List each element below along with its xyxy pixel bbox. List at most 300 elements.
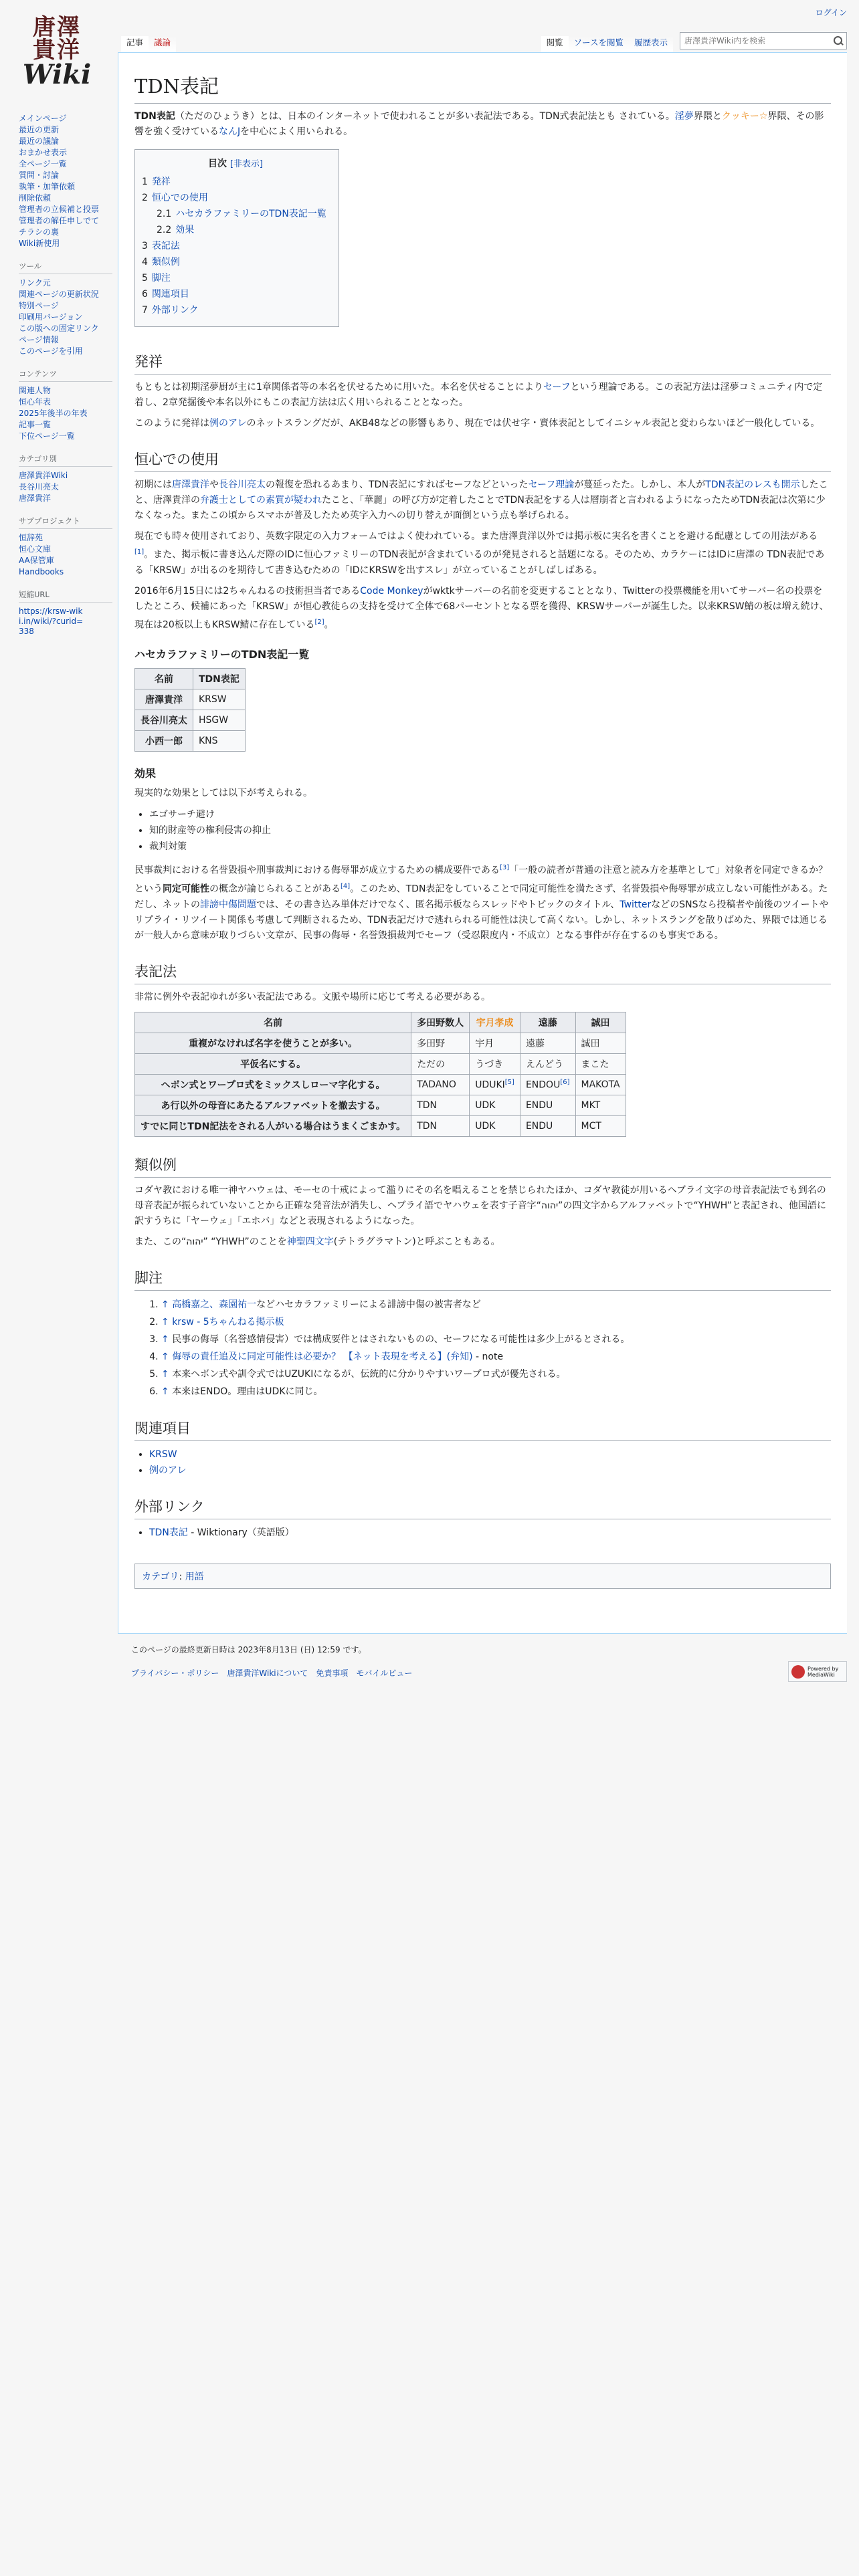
- toc-link[interactable]: [157, 209, 326, 219]
- link-tdn-disclosure[interactable]: TDN表記のレスも開示: [705, 479, 800, 490]
- subsection-effect-heading: 効果: [134, 767, 157, 780]
- text: このように発祥は: [134, 418, 209, 429]
- table-row: [135, 731, 246, 752]
- list-item: [19, 482, 118, 492]
- section-similar-heading: 類似例: [134, 1154, 831, 1178]
- tab-view-source[interactable]: ソースを閲覧: [569, 36, 629, 52]
- notation-value: 宇月: [475, 1038, 494, 1049]
- list-item: [19, 533, 118, 543]
- notation-value-cell: [411, 1053, 470, 1074]
- text: が蔓延ったた。しかし、本人が: [574, 479, 706, 490]
- notation-rule-cell: あ行以外の母音にあたるアルファベットを撤去する。: [135, 1095, 411, 1115]
- notation-value-cell: [470, 1053, 520, 1074]
- origin-paragraph-1: [134, 380, 831, 411]
- notation-rule-cell: ヘボン式とワープロ式をミックスしローマ字化する。: [135, 1074, 411, 1095]
- intro-text: 界隈と: [693, 111, 722, 122]
- table-row: [135, 689, 246, 710]
- sidebar-nav-item[interactable]: 最近の更新: [19, 125, 60, 134]
- toc-toggle[interactable]: [非表示]: [229, 159, 264, 169]
- sidebar-sister-item[interactable]: 恒心文庫: [19, 544, 52, 554]
- text: のネットスラングだが、AKB48などの影響もあり、現在では伏せ字・實体表記としてイニシャル表記と変わらないほど一般化している。: [246, 418, 820, 429]
- ref-source-link[interactable]: 高橋嘉之、森園祐一: [172, 1299, 257, 1310]
- toc-label: 発祥: [151, 177, 171, 187]
- list-item: [19, 431, 118, 441]
- toc-link[interactable]: [142, 241, 180, 251]
- list-item: [19, 148, 118, 158]
- footer-link[interactable]: モバイルビュー: [356, 1669, 413, 1678]
- notation-value: TDN: [417, 1099, 437, 1111]
- text: たこと、「華麗」の呼び方が定着したことでTDN表記をする人は層崩者と言われるようになったためTDN表記は次第に少なくなった。またこの頃からスマホが普及したため英字入力への切り替えが面倒という点も挙げられる。: [134, 495, 826, 521]
- list-item: [19, 239, 118, 249]
- notation-value-cell: [411, 1095, 470, 1115]
- link-rei-no-are[interactable]: 例のアレ: [209, 418, 247, 429]
- notation-value-cell: [470, 1095, 520, 1115]
- toc-label: 表記法: [151, 241, 180, 251]
- intro-text: （ただのひょうき）とは、日本のインターネットで使われることが多い表記法である。TDN式表記法とも されている。: [175, 111, 675, 122]
- link-lawyer-quality[interactable]: 弁護士としての素質が疑われ: [200, 495, 322, 506]
- site-logo[interactable]: [17, 5, 97, 99]
- sidebar-content-item[interactable]: 記事一覧: [19, 420, 52, 429]
- toc-number: 5: [142, 273, 148, 284]
- notation-col-header: 多田野数人: [411, 1012, 470, 1033]
- toc-number: 6: [142, 289, 148, 300]
- toc-item[interactable]: [142, 286, 329, 302]
- effect-intro: 現実的な効果としては以下が考えられる。: [134, 788, 312, 799]
- list-item: [19, 324, 118, 334]
- sidebar: [0, 114, 118, 649]
- similar-paragraph-1: コダヤ教における唯一神ヤハウェは、モーセの十戒によって濫りにその名を唱えることを禁じられたほか、コダヤ教徒が用いるヘブライ文字の母音表記法でも到名の母音表記が振られていないことから正確な発音法が消失し、ヘブライ語でヤハウェを表す子音字“יהוה”の四文字からアルファベットで“YHWH”と表記され、他国語に訳すうちに「ヤーウェ」「エホバ」などと表現されるようになった。: [134, 1184, 826, 1226]
- table-row: [135, 1095, 626, 1115]
- notation-value-cell: [411, 1033, 470, 1053]
- reference-item: [161, 1331, 831, 1348]
- sidebar-category-item[interactable]: 唐澤貴洋: [19, 494, 52, 503]
- intro-paragraph: [134, 109, 831, 140]
- toc-item[interactable]: [142, 270, 329, 286]
- notation-value: ENDU: [525, 1120, 553, 1132]
- toc-item[interactable]: [142, 190, 329, 206]
- text: 初期には: [134, 479, 172, 490]
- toc-label: 関連項目: [151, 289, 189, 300]
- notation-value-cell: [520, 1074, 575, 1095]
- ref-sup: [560, 1079, 569, 1086]
- notation-value: MCT: [581, 1120, 601, 1132]
- list-item: [19, 193, 118, 203]
- ref-text: などハセカラファミリーによる誹謗中傷の被害者など: [256, 1299, 481, 1310]
- notation-rule-cell: すでに同じTDN記法をされる人がいる場合はうまくごまかす。: [135, 1115, 411, 1136]
- text: 。: [324, 619, 334, 631]
- notation-value: うづき: [475, 1059, 504, 1070]
- family-name-cell: 長谷川亮太: [135, 710, 193, 731]
- sidebar-tools-title: ツール: [19, 261, 112, 274]
- notation-value: UDK: [475, 1099, 496, 1111]
- family-name-cell: 唐澤貴洋: [135, 689, 193, 710]
- tab-history[interactable]: 履歴表示: [629, 36, 673, 52]
- category-links: [134, 1564, 831, 1589]
- text: 「一般の読者が普通の注意と読み方を基準として」対象者を同定できるか？という: [134, 865, 828, 895]
- reference-item: [161, 1313, 831, 1331]
- list-item: [19, 346, 118, 356]
- sidebar-tool-item[interactable]: この版への固定リンク: [19, 324, 99, 333]
- link-safe-theory[interactable]: セーフ理論: [528, 479, 575, 490]
- personal-tools: [816, 7, 847, 18]
- sidebar-sister-item[interactable]: AA保管庫: [19, 556, 54, 565]
- family-name-cell: 小西一郎: [135, 731, 193, 752]
- notation-value-cell: [520, 1033, 575, 1053]
- tab-read[interactable]: 閲覧: [541, 36, 569, 52]
- notation-value-cell: [520, 1095, 575, 1115]
- family-tdn-cell: KNS: [193, 731, 246, 752]
- ref-source-link[interactable]: krsw - 5ちゃんねる掲示板: [172, 1316, 284, 1327]
- link-cookie[interactable]: クッキー☆: [721, 111, 768, 122]
- ref-link[interactable]: [6]: [560, 1078, 570, 1086]
- footer-link[interactable]: 免責事項: [316, 1669, 349, 1678]
- sidebar-category-item[interactable]: 唐澤貴洋Wiki: [19, 471, 68, 480]
- sidebar-tool-item[interactable]: リンク元: [19, 278, 51, 288]
- section-notes-heading: 脚注: [134, 1267, 831, 1291]
- text: 。このため、TDN表記をしていることで同定可能性を満たさず、名誉毀損や侮辱罪が成立しない可能性がある。ただし、ネットの: [134, 883, 828, 910]
- text: や: [209, 479, 219, 490]
- sidebar-nav-item[interactable]: 管理者の立候補と投票: [19, 205, 100, 214]
- toc-label: 効果: [175, 225, 195, 235]
- text: 現在でも時々使用されており、英数字限定の入力フォームではよく使われている。また唐澤貴洋以外では掲示板に実名を書くことを避ける配慮としての用法がある: [134, 531, 818, 542]
- effect-paragraph: [134, 860, 831, 943]
- notation-col-header: 遠藤: [520, 1012, 575, 1033]
- ref-text: 民事の侮辱（名誉感情侵害）では構成要件とはされないものの、セーフになる可能性は多少上がるとされる。: [172, 1333, 630, 1345]
- tab-talk[interactable]: 議論: [149, 36, 176, 52]
- list-item: [19, 114, 118, 124]
- sidebar-nav-list: [19, 114, 118, 249]
- table-of-contents: [134, 149, 339, 327]
- toc-number: 1: [142, 177, 148, 187]
- link-tetragrammaton[interactable]: 神聖四文字: [286, 1236, 334, 1247]
- sidebar-content-list: [19, 386, 118, 441]
- sidebar-category-item[interactable]: 長谷川亮太: [19, 482, 60, 492]
- notation-value: ENDU: [525, 1099, 553, 1111]
- text: の概念が論じられることがある: [209, 883, 341, 895]
- short-url-link[interactable]: https://krsw-wiki.in/wiki/?curid=338: [19, 607, 84, 636]
- toc-number: 3: [142, 241, 148, 251]
- text: - Wiktionary（英語版）: [187, 1527, 294, 1538]
- toc-link[interactable]: [142, 289, 189, 300]
- toc-link[interactable]: [142, 257, 180, 267]
- sidebar-nav-item[interactable]: メインページ: [19, 114, 67, 123]
- reference-item: [161, 1348, 831, 1366]
- powered-text: Powered by MediaWiki: [807, 1665, 839, 1678]
- sidebar-tool-item[interactable]: このページを引用: [19, 346, 83, 356]
- sidebar-nav-item[interactable]: 執筆・加筆依頼: [19, 182, 76, 191]
- sidebar-tools-list: [19, 278, 118, 356]
- sidebar-content-item[interactable]: 関連人物: [19, 386, 52, 395]
- notation-value-cell: [520, 1053, 575, 1074]
- sidebar-content-title: コンテンツ: [19, 368, 112, 382]
- link-inmu[interactable]: 淫夢: [674, 111, 694, 122]
- text: の報復を恐れるあまり、TDN表記にすればセーフなどといった: [266, 479, 529, 490]
- link-wiktionary[interactable]: TDN表記: [149, 1527, 188, 1538]
- sidebar-nav-item[interactable]: 全ページ一覧: [19, 159, 67, 169]
- list-item: [19, 205, 118, 215]
- list-item: • エゴサーチ避け: [149, 807, 831, 823]
- toc-label: 恒心での使用: [151, 193, 208, 203]
- section-notation-heading: 表記法: [134, 961, 831, 984]
- ref-text: 本来ヘボン式や訓令式ではUZUKIになるが、伝統的に分かりやすいワープロ式が優先される。: [172, 1368, 566, 1380]
- link-hasegawa[interactable]: 長谷川亮太: [219, 479, 266, 490]
- text: :: [179, 1571, 185, 1582]
- namespace-tabs: [121, 35, 176, 52]
- family-col-name: 名前: [135, 669, 193, 689]
- list-item: [19, 335, 118, 345]
- notation-value: UDUKI: [475, 1079, 505, 1091]
- list-item: [19, 159, 118, 169]
- text: 民事裁判における名誉毀損や刑事裁判における侮辱罪が成立するための構成要件である: [134, 865, 500, 876]
- toc-heading: 目次: [207, 158, 227, 169]
- ref-backlink[interactable]: ↑: [161, 1316, 173, 1327]
- toc-link[interactable]: [142, 193, 208, 203]
- toc-link[interactable]: [142, 273, 171, 284]
- notation-rule-cell: 重複がなければ名字を使うことが多い。: [135, 1033, 411, 1053]
- sidebar-content-item[interactable]: 恒心年表: [19, 397, 52, 407]
- reference-item: [161, 1366, 831, 1383]
- external-list: [134, 1525, 831, 1541]
- page-title: TDN表記: [134, 72, 831, 104]
- list-item: [19, 278, 118, 288]
- link-twitter[interactable]: Twitter: [619, 899, 652, 910]
- sidebar-shorturl: [19, 589, 118, 637]
- toc-item[interactable]: [142, 254, 329, 270]
- list-item: [19, 567, 118, 577]
- link-safe[interactable]: セーフ: [543, 382, 571, 393]
- notation-value-cell: [575, 1033, 626, 1053]
- list-item: [19, 494, 118, 504]
- notation-col-header: 名前: [135, 1012, 411, 1033]
- notation-value-cell: [575, 1115, 626, 1136]
- category-label[interactable]: カテゴリ: [142, 1571, 179, 1582]
- notation-value: MKT: [581, 1099, 601, 1111]
- mediawiki-icon: [791, 1665, 805, 1679]
- bold-term: 同定可能性: [163, 883, 209, 895]
- sidebar-sister-item[interactable]: Handbooks: [19, 567, 64, 576]
- sidebar-tool-item[interactable]: ページ情報: [19, 335, 59, 344]
- list-item: [149, 1446, 831, 1463]
- toc-label: 脚注: [151, 273, 171, 284]
- sidebar-sister-item[interactable]: 恒辞苑: [19, 533, 43, 542]
- login-link[interactable]: ログイン: [815, 8, 847, 17]
- sidebar-tool-item[interactable]: 印刷用バージョン: [19, 312, 83, 322]
- toc-number: 2: [142, 193, 148, 203]
- ref-backlink[interactable]: ↑: [161, 1351, 173, 1362]
- table-row: [135, 1053, 626, 1074]
- subsection-family-heading: ハセカラファミリーのTDN表記一覧: [134, 648, 310, 661]
- text: という理論である。この表記方法は淫夢コミュニティ内で定着し、2章発掘後や本名以外にもこの表記方法は広く用いられることとなった。: [134, 382, 823, 408]
- main-content: [118, 52, 847, 1634]
- text: 。また、掲示板に書き込んだ際のIDに恒心ファミリーのTDN表記が含まれているのが発見されると話題になる。そのため、カラケーにはIDに唐澤の TDN表記である「KRSW」が出るのを期待して書き込むための「IDにKRSWを出すスレ」が立っていることがしばしばある。: [134, 549, 825, 576]
- toc-label: ハセカラファミリーのTDN表記一覧: [175, 209, 326, 219]
- sidebar-content-item[interactable]: 下位ページ一覧: [19, 431, 75, 441]
- notation-value: まこた: [581, 1059, 609, 1070]
- logo-line-2: 貴洋: [33, 37, 81, 64]
- notation-rule-cell: 平仮名にする。: [135, 1053, 411, 1074]
- toc-number: 7: [142, 305, 148, 316]
- sidebar-nav-item[interactable]: おまかせ表示: [19, 148, 68, 157]
- logo-line-3: Wiki: [22, 59, 92, 90]
- search-box: [680, 32, 847, 49]
- text: (テトラグラマトン)と呼ぶこともある。: [333, 1236, 500, 1247]
- sidebar-nav-item[interactable]: 質問・討論: [19, 171, 60, 180]
- list-item: [19, 171, 118, 181]
- sidebar-tools: [19, 261, 118, 356]
- ref-text: - note: [472, 1351, 504, 1362]
- toc-link[interactable]: [142, 305, 199, 316]
- ref-backlink[interactable]: ↑: [161, 1368, 173, 1380]
- list-item: [19, 216, 118, 226]
- toc-number: 4: [142, 257, 148, 267]
- ref-source-link[interactable]: 侮辱の責任追及に同定可能性は必要か？ 【ネット表現を考える】(弁知): [172, 1351, 473, 1362]
- toc-item[interactable]: [142, 174, 329, 190]
- notation-table: [134, 1012, 626, 1137]
- toc-number: 2.2: [157, 225, 172, 235]
- sidebar-category-list: [19, 471, 118, 504]
- search-input[interactable]: [683, 35, 832, 46]
- ref-backlink[interactable]: ↑: [161, 1299, 173, 1310]
- list-item: • 知的財産等の権利侵害の抑止: [149, 823, 831, 839]
- footer-link[interactable]: プライバシー・ポリシー: [131, 1669, 219, 1678]
- list-item: [19, 290, 118, 300]
- list-item: [19, 471, 118, 481]
- footer-link[interactable]: 唐澤貴洋Wikiについて: [227, 1669, 308, 1678]
- list-item: [19, 301, 118, 311]
- text: がwktkサーバーの名前を変更することとなり、Twitterの投票機能を用いてサーバー名の投票をしたところ、候補にあった「KRSW」が恒心教徒らの支持を受けて全体で68パーセントとなる票を獲得、KRSWサーバーが誕生した。以来KRSW鯖の板は増え続け、現在は20板以上もKRSW鯖に存在している: [134, 585, 829, 631]
- sidebar-nav-item[interactable]: Wiki新使用: [19, 239, 60, 248]
- sidebar-nav-item[interactable]: 最近の議論: [19, 136, 60, 146]
- origin-paragraph-2: [134, 416, 831, 431]
- notation-value: UDK: [475, 1120, 496, 1132]
- usage-paragraph-3: [134, 584, 831, 633]
- sidebar-nav-item[interactable]: 管理者の解任申しでて: [19, 216, 100, 225]
- notation-value: ENDOU: [525, 1079, 561, 1091]
- family-table: [134, 668, 246, 752]
- sidebar-tool-item[interactable]: 関連ページの更新状況: [19, 290, 99, 299]
- list-item: [19, 420, 118, 430]
- ref-text: 本来はENDO。理由はUDKに同じ。: [172, 1386, 323, 1397]
- similar-paragraph-2: [134, 1235, 831, 1250]
- notation-value-cell: [470, 1074, 520, 1095]
- notation-value-cell: [575, 1074, 626, 1095]
- text: また、この“יהוה” “YHWH”のことを: [134, 1236, 287, 1247]
- notation-value: 多田野: [417, 1038, 446, 1049]
- sidebar-category: [19, 453, 118, 504]
- list-item: [19, 397, 118, 407]
- toc-list: [142, 174, 329, 318]
- ref-2[interactable]: [2]: [314, 618, 324, 626]
- reference-item: [161, 1383, 831, 1400]
- notation-col-header: [470, 1012, 520, 1033]
- notation-col-header: 誠田: [575, 1012, 626, 1033]
- notation-value-cell: [411, 1074, 470, 1095]
- powered-by-mediawiki[interactable]: [788, 1661, 847, 1682]
- view-tabs: [541, 29, 847, 52]
- family-tdn-cell: KRSW: [193, 689, 246, 710]
- text: では、その書き込み単体だけでなく、匿名掲示板ならスレッドやトピックのタイトル、: [256, 899, 620, 910]
- intro-text: を中心によく用いられる。: [240, 126, 353, 137]
- list-item: [19, 556, 118, 566]
- related-list: [134, 1446, 831, 1479]
- link-defamation-problem[interactable]: 誹謗中傷問題: [200, 899, 256, 910]
- toc-link[interactable]: [142, 177, 171, 187]
- text: したこと、唐澤貴洋の: [134, 479, 828, 506]
- usage-paragraph-1: [134, 477, 831, 524]
- notation-value: ただの: [417, 1059, 446, 1070]
- logo-line-1: 唐澤: [33, 14, 81, 41]
- sidebar-tool-item[interactable]: 特別ページ: [19, 301, 59, 310]
- notation-intro: 非常に例外や表記ゆれが多い表記法である。文脈や場所に応じて考える必要がある。: [134, 991, 490, 1002]
- family-tdn-cell: HSGW: [193, 710, 246, 731]
- toc-item[interactable]: [142, 302, 329, 318]
- text: などのSNSなら投稿者や前後のツイートやリプライ・リツイート関係も考慮して判断されるため、TDN表記だけで逃れられる可能性は決して高くない。しかし、ネットスラングを散りばめた、界隈では通じるが一般人から意味が取りづらい文章が、民事の侮辱・名誉毀損裁判でセーフ（受忍限度内・不成立）となる事件が存在するのも事実である。: [134, 899, 829, 941]
- sidebar-category-title: カテゴリ別: [19, 453, 112, 467]
- ref-sup: [505, 1079, 514, 1086]
- ref-1[interactable]: [1]: [134, 548, 145, 556]
- search-icon[interactable]: [832, 35, 844, 47]
- category-yougo[interactable]: 用語: [185, 1571, 204, 1582]
- ref-backlink[interactable]: ↑: [161, 1333, 173, 1345]
- link-karasawa[interactable]: 唐澤貴洋: [172, 479, 209, 490]
- notation-value: TDN: [417, 1120, 437, 1132]
- notation-value-cell: [470, 1115, 520, 1136]
- table-row: [135, 710, 246, 731]
- ref-backlink[interactable]: ↑: [161, 1386, 173, 1397]
- notation-value-cell: [575, 1095, 626, 1115]
- link-code-monkey[interactable]: Code Monkey: [360, 585, 423, 597]
- table-row: [135, 1074, 626, 1095]
- sidebar-content: [19, 368, 118, 441]
- section-origin-heading: 発祥: [134, 351, 831, 374]
- toc-link[interactable]: [157, 225, 194, 235]
- related-link[interactable]: 例のアレ: [149, 1465, 187, 1476]
- sidebar-sister: [19, 516, 118, 577]
- list-item: [19, 227, 118, 237]
- tab-article[interactable]: 記事: [121, 36, 149, 52]
- reference-item: [161, 1296, 831, 1313]
- notation-value: 誠田: [581, 1038, 600, 1049]
- notation-value: 遠藤: [525, 1038, 545, 1049]
- notation-col-link[interactable]: 宇月孝成: [476, 1017, 514, 1029]
- ref-4[interactable]: [4]: [341, 882, 351, 890]
- list-item: [19, 312, 118, 322]
- ref-3[interactable]: [3]: [500, 864, 510, 872]
- toc-item[interactable]: [142, 206, 329, 222]
- toc-label: 類似例: [151, 257, 180, 267]
- ref-link[interactable]: [5]: [504, 1078, 514, 1086]
- section-external-heading: 外部リンク: [134, 1496, 831, 1519]
- notation-value-cell: [411, 1115, 470, 1136]
- list-item: [19, 125, 118, 135]
- sidebar-nav-item[interactable]: 削除依頼: [19, 193, 52, 203]
- link-nanj[interactable]: なんJ: [219, 126, 241, 137]
- sidebar-content-item[interactable]: 2025年後半の年表: [19, 409, 88, 418]
- toc-item[interactable]: [142, 222, 329, 238]
- table-row: [135, 1033, 626, 1053]
- related-link[interactable]: KRSW: [149, 1448, 177, 1460]
- sidebar-sister-list: [19, 533, 118, 577]
- sidebar-nav-item[interactable]: チラシの裏: [19, 227, 60, 237]
- family-col-tdn: TDN表記: [193, 669, 246, 689]
- sidebar-navigation: [19, 114, 118, 249]
- toc-item[interactable]: [142, 238, 329, 254]
- list-item: [149, 1463, 831, 1479]
- intro-text: 界隈、その影響を強く受けている: [134, 111, 824, 137]
- usage-paragraph-2: [134, 529, 831, 578]
- toc-label: 外部リンク: [151, 305, 199, 316]
- sidebar-shorturl-title: 短縮URL: [19, 589, 112, 603]
